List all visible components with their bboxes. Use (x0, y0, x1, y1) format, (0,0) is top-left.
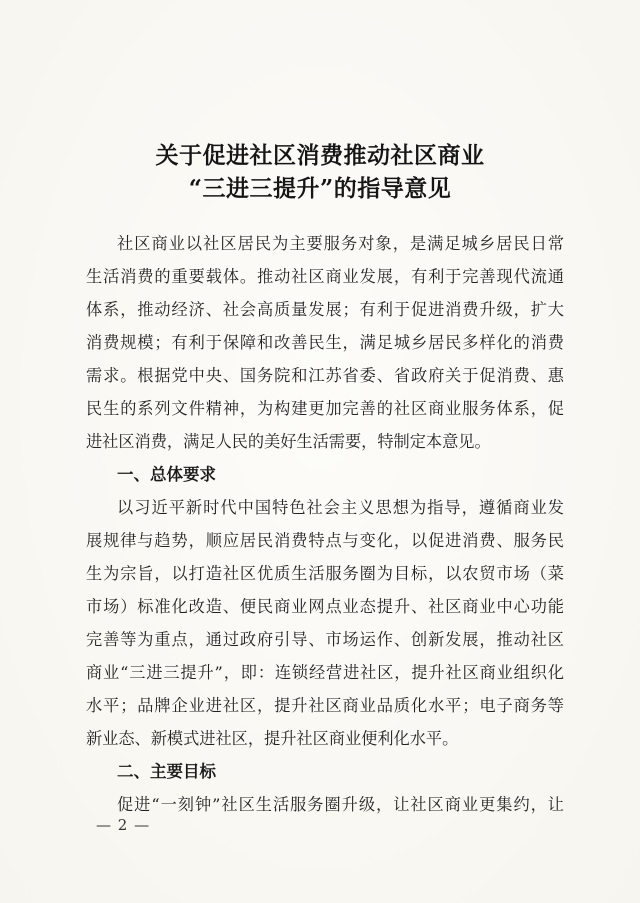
paragraph-2-line: 新业态、新模式进社区，提升社区商业便利化水平。 (86, 729, 459, 748)
paragraph-2-line: 完善等为重点，通过政府引导、市场运作、创新发展，推动社区 (86, 630, 564, 649)
paragraph-1-line: 社区商业以社区居民为主要服务对象，是满足城乡居民日常 (117, 234, 564, 253)
paragraph-1-line: 生活消费的重要载体。推动社区商业发展，有利于完善现代流通 (86, 267, 564, 286)
paragraph-1-line: 民生的系列文件精神，为构建更加完善的社区商业服务体系，促 (86, 399, 564, 418)
document-title-line-2: “三进三提升”的指导意见 (188, 175, 452, 202)
paragraph-2-line: 生为宗旨，以打造社区优质生活服务圈为目标，以农贸市场（菜 (86, 564, 564, 583)
paragraph-3-line: 促进“一刻钟”社区生活服务圈升级，让社区商业更集约，让 (117, 795, 564, 814)
paragraph-2-line: 水平；品牌企业进社区，提升社区商业品质化水平；电子商务等 (86, 696, 564, 715)
paragraph-1-line: 需求。根据党中央、国务院和江苏省委、省政府关于促消费、惠 (86, 366, 564, 385)
document-title-line-1: 关于促进社区消费推动社区商业 (155, 142, 485, 169)
section-heading-2: 二、主要目标 (117, 762, 216, 781)
paragraph-1-line: 消费规模；有利于保障和改善民生，满足城乡居民多样化的消费 (86, 333, 564, 352)
paragraph-2-line: 市场）标准化改造、便民商业网点业态提升、社区商业中心功能 (86, 597, 564, 616)
section-heading-1: 一、总体要求 (117, 465, 216, 484)
paragraph-1-line: 体系，推动经济、社会高质量发展；有利于促进消费升级，扩大 (86, 300, 564, 319)
paragraph-1-line: 进社区消费，满足人民的美好生活需要，特制定本意见。 (86, 432, 491, 451)
paragraph-2-line: 展规律与趋势，顺应居民消费特点与变化，以促进消费、服务民 (86, 531, 564, 550)
page-number: — 2 — (96, 816, 151, 834)
paragraph-2-line: 商业“三进三提升”，即：连锁经营进社区，提升社区商业组织化 (86, 663, 564, 682)
paragraph-2-line: 以习近平新时代中国特色社会主义思想为指导，遵循商业发 (117, 498, 564, 517)
